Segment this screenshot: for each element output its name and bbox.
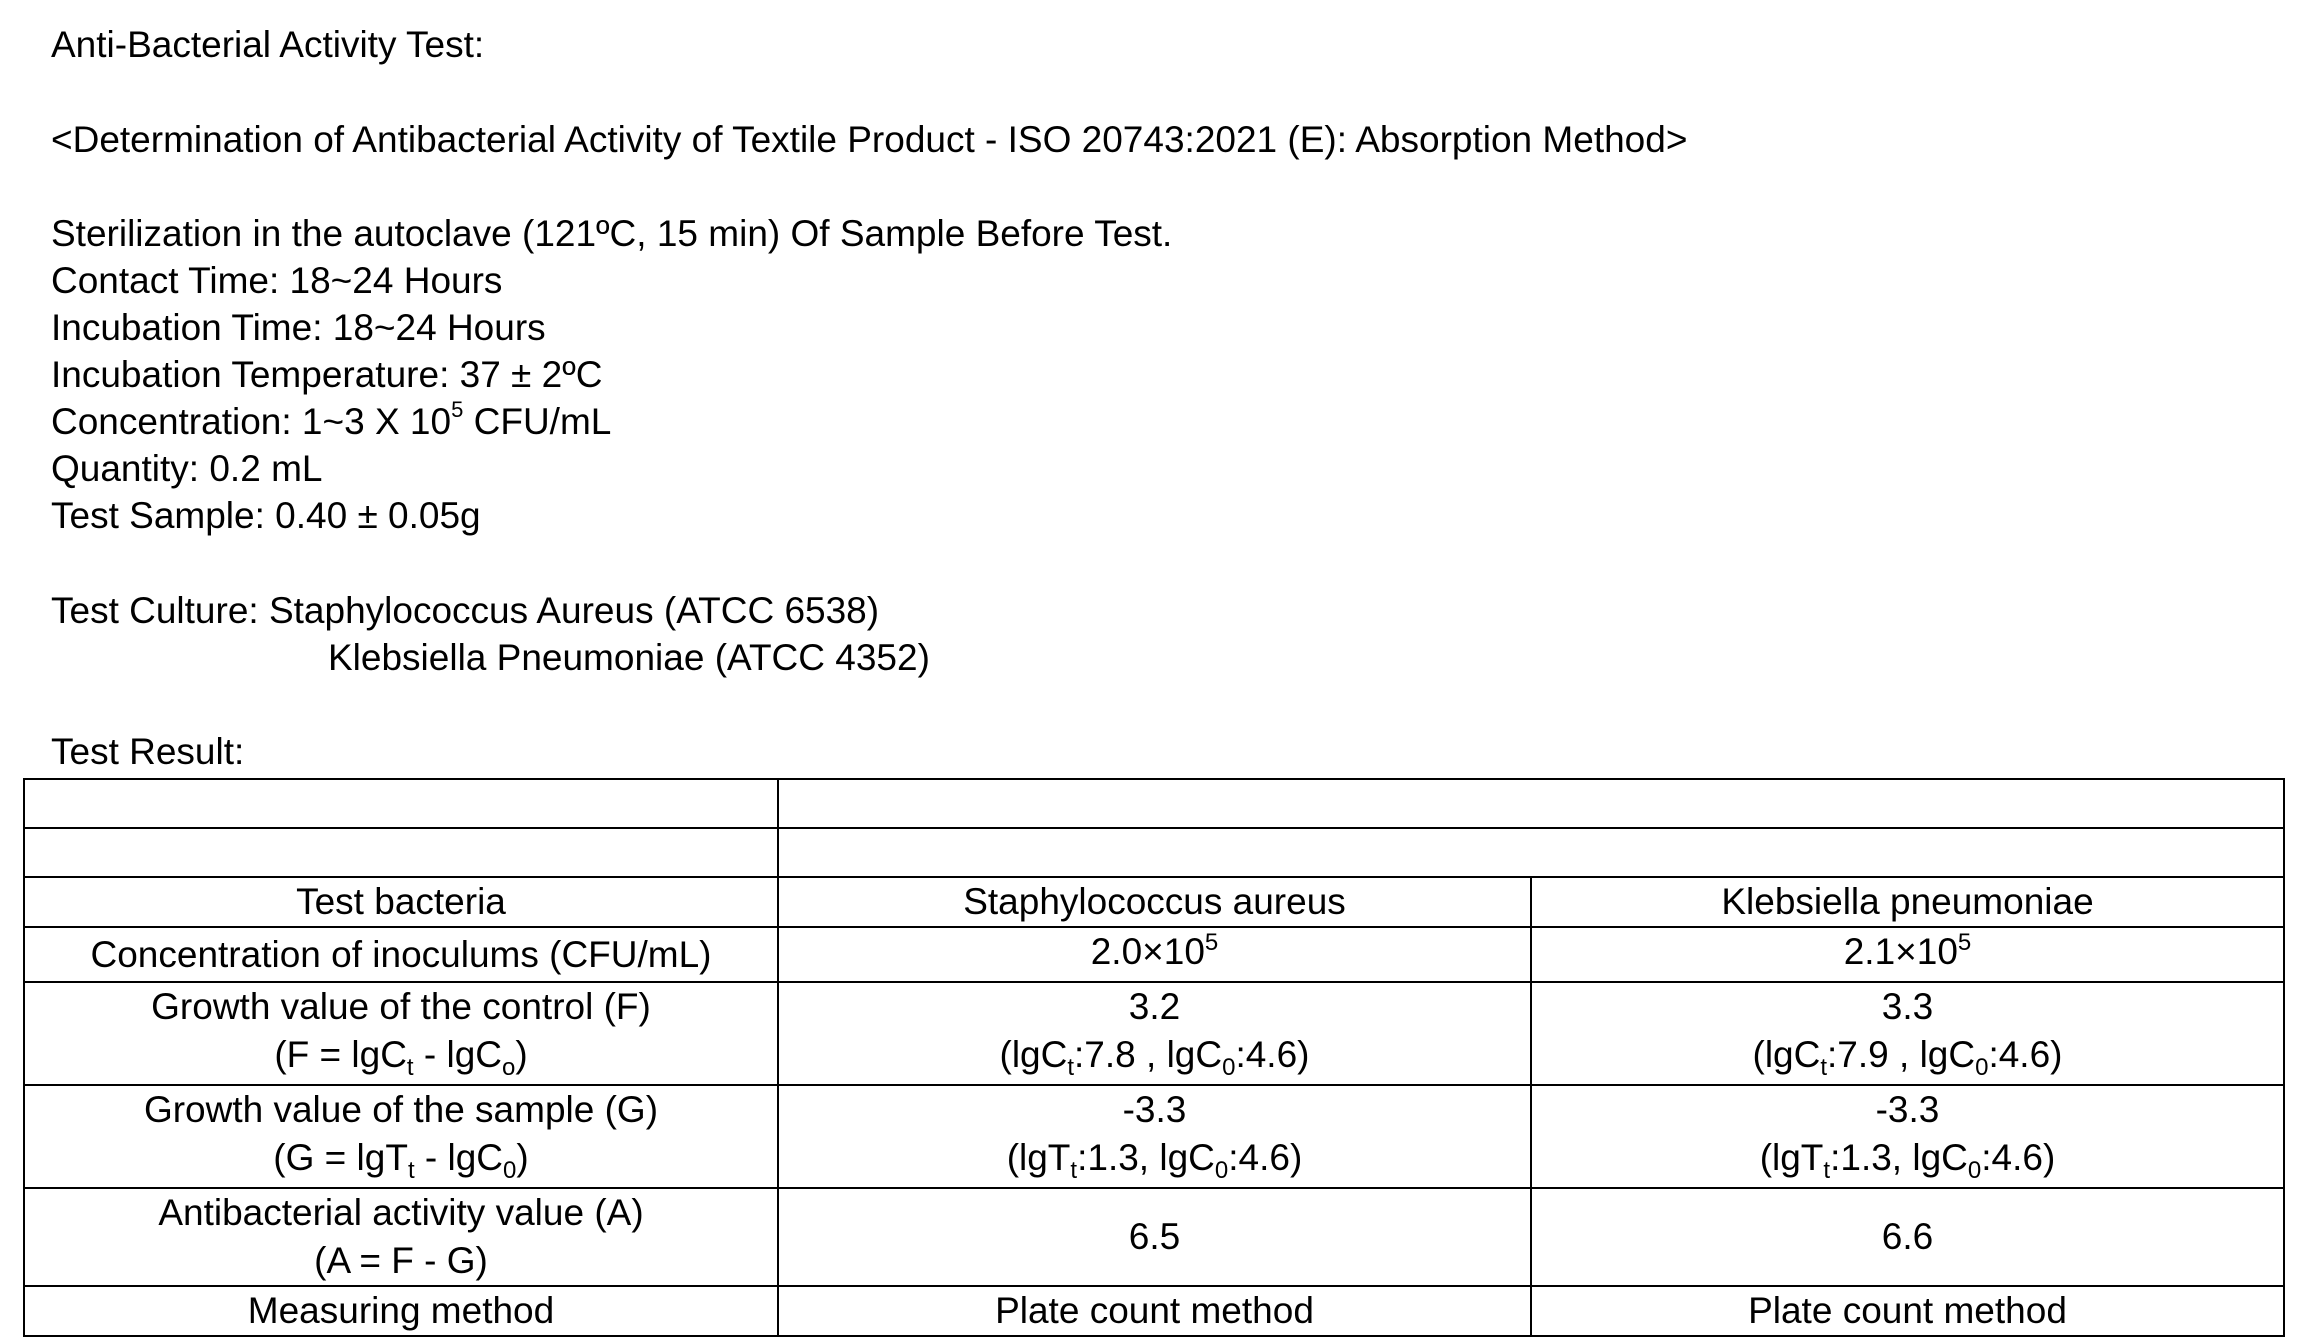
incubation-time-line: Incubation Time: 18~24 Hours [51, 307, 546, 348]
incubation-temperature-line: Incubation Temperature: 37 ± 2ºC [51, 354, 603, 395]
concentration-suffix: CFU/mL [463, 401, 612, 442]
control-label-cell [24, 982, 778, 1085]
sample-formula [25, 1134, 777, 1187]
method-label: Measuring method [24, 1286, 778, 1336]
detail-part: :1.3, lgC [1077, 1137, 1215, 1178]
table-row-method [24, 1286, 2284, 1336]
contact-time-line: Contact Time: 18~24 Hours [51, 260, 503, 301]
detail-subscript: t [1820, 1054, 1828, 1081]
table-row-control [24, 982, 2284, 1085]
activity-label-cell [24, 1188, 778, 1286]
sample-value-1-cell [778, 1085, 1531, 1188]
activity-value-2: 6.6 [1531, 1188, 2284, 1286]
table-cell-empty [778, 779, 2284, 828]
detail-part: (lgT [1759, 1137, 1824, 1178]
formula-part: ) [515, 1034, 528, 1075]
formula-part: - lgC [414, 1137, 504, 1178]
formula-subscript: o [502, 1054, 516, 1081]
species-1-header: Staphylococcus aureus [778, 877, 1531, 927]
detail-part: :7.9 , lgC [1827, 1034, 1976, 1075]
test-result-label: Test Result: [51, 731, 245, 772]
concentration-label: Concentration of inoculums (CFU/mL) [24, 927, 778, 982]
concentration-value-2 [1531, 927, 2284, 982]
detail-subscript: 0 [1967, 1157, 1982, 1184]
detail-subscript: 0 [1975, 1054, 1989, 1081]
detail-part: (lgC [1752, 1034, 1821, 1075]
formula-subscript: t [407, 1157, 415, 1184]
method-value-1: Plate count method [778, 1286, 1531, 1336]
control-value-2-cell [1531, 982, 2284, 1085]
sample-label: Growth value of the sample (G) [143, 1089, 659, 1130]
result-table [23, 778, 2285, 1337]
table-cell-empty [24, 828, 778, 877]
table-cell-empty [778, 828, 2284, 877]
sample-detail-2 [1532, 1134, 2283, 1187]
control-formula [25, 1031, 777, 1084]
sample-value-2-cell [1531, 1085, 2284, 1188]
control-value-1-cell [778, 982, 1531, 1085]
table-row-sample [24, 1085, 2284, 1188]
table-cell-empty [24, 779, 778, 828]
detail-subscript: 0 [1214, 1157, 1229, 1184]
detail-subscript: t [1067, 1054, 1075, 1081]
table-row-concentration [24, 927, 2284, 982]
concentration-line [51, 396, 612, 444]
control-detail-1 [779, 1031, 1530, 1084]
test-culture-line: Test Culture: Staphylococcus Aureus (ATCC 6538) [51, 590, 880, 631]
detail-part: :1.3, lgC [1830, 1137, 1968, 1178]
concentration-exponent: 5 [451, 396, 464, 422]
sample-value-2: -3.3 [1875, 1089, 1940, 1130]
concentration-2-base: 2.1×10 [1843, 931, 1958, 972]
concentration-1-exponent: 5 [1204, 929, 1219, 956]
formula-part: (F = lgC [274, 1034, 407, 1075]
method-title: <Determination of Antibacterial Activity of Textile Product - ISO 20743:2021 (E): Absorption Method> [51, 119, 1688, 160]
formula-subscript: 0 [503, 1157, 517, 1184]
activity-formula: (A = F - G) [314, 1240, 488, 1281]
detail-part: :7.8 , lgC [1074, 1034, 1223, 1075]
sample-value-1: -3.3 [1122, 1089, 1187, 1130]
sample-detail-1 [779, 1134, 1530, 1187]
detail-part: (lgC [999, 1034, 1068, 1075]
detail-part: :4.6) [1228, 1137, 1303, 1178]
sterilization-line: Sterilization in the autoclave (121ºC, 15 min) Of Sample Before Test. [51, 213, 1173, 254]
detail-subscript: 0 [1222, 1054, 1236, 1081]
concentration-prefix: Concentration: 1~3 X 10 [51, 401, 452, 442]
detail-part: (lgT [1006, 1137, 1071, 1178]
table-row-empty-1 [24, 779, 2284, 828]
table-row-activity [24, 1188, 2284, 1286]
control-label: Growth value of the control (F) [151, 986, 651, 1027]
detail-subscript: t [1823, 1157, 1831, 1184]
detail-subscript: t [1070, 1157, 1078, 1184]
formula-part: - lgC [413, 1034, 502, 1075]
test-bacteria-header: Test bacteria [24, 877, 778, 927]
report-heading: Anti-Bacterial Activity Test: [51, 24, 485, 65]
concentration-1-base: 2.0×10 [1090, 931, 1205, 972]
control-value-2: 3.3 [1881, 986, 1934, 1027]
method-value-2: Plate count method [1531, 1286, 2284, 1336]
test-sample-line: Test Sample: 0.40 ± 0.05g [51, 495, 481, 536]
concentration-2-exponent: 5 [1957, 929, 1972, 956]
sample-label-cell [24, 1085, 778, 1188]
species-2-header: Klebsiella pneumoniae [1531, 877, 2284, 927]
formula-subscript: t [406, 1054, 414, 1081]
detail-part: :4.6) [1988, 1034, 2063, 1075]
control-value-1: 3.2 [1128, 986, 1181, 1027]
activity-label: Antibacterial activity value (A) [158, 1192, 644, 1233]
quantity-line: Quantity: 0.2 mL [51, 448, 323, 489]
table-row-header [24, 877, 2284, 927]
activity-value-1: 6.5 [778, 1188, 1531, 1286]
table-row-empty-2 [24, 828, 2284, 877]
test-culture-line-2: Klebsiella Pneumoniae (ATCC 4352) [328, 637, 930, 678]
concentration-value-1 [778, 927, 1531, 982]
formula-part: ) [516, 1137, 529, 1178]
control-detail-2 [1532, 1031, 2283, 1084]
detail-part: :4.6) [1981, 1137, 2056, 1178]
detail-part: :4.6) [1235, 1034, 1310, 1075]
formula-part: (G = lgT [273, 1137, 408, 1178]
